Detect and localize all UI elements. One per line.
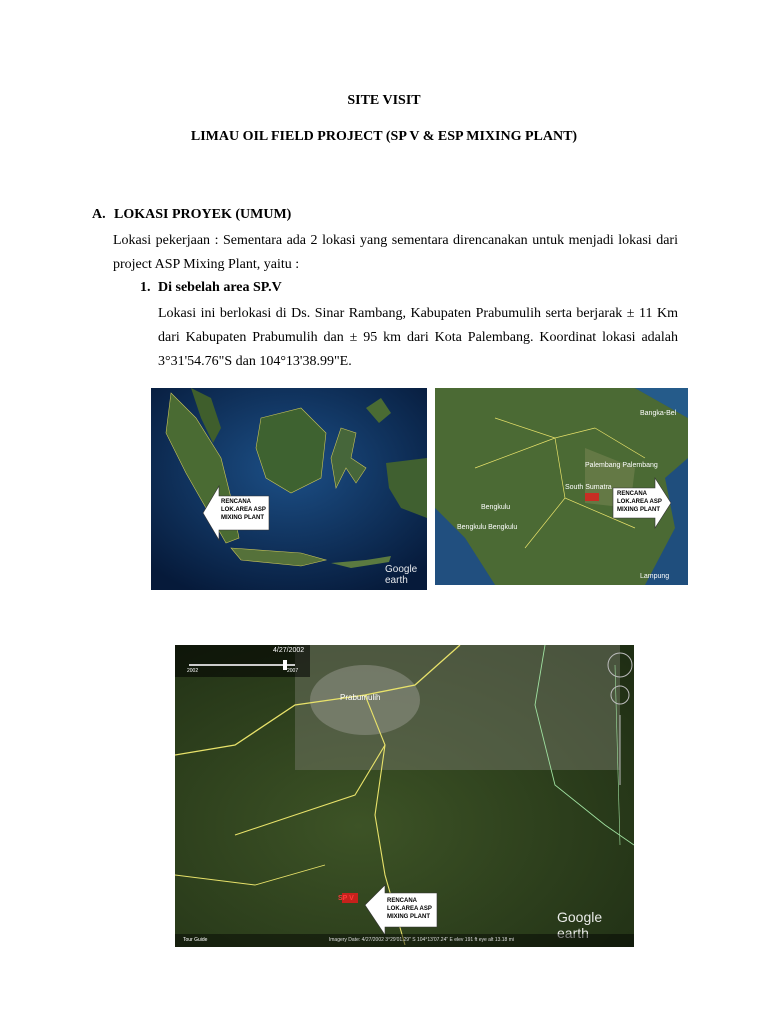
callout-text-2: RENCANA LOK.AREA ASP MIXING PLANT (617, 491, 662, 513)
item-1-description (158, 302, 678, 374)
time-slider-start: 2002 (187, 668, 199, 674)
section-a-title: LOKASI PROYEK (UMUM) (114, 207, 292, 222)
label-sp-v: SP V (338, 895, 354, 902)
item-1-line-1: Lokasi ini berlokasi di Ds. Sinar Rambang, Kabupaten Prabumulih serta berjarak ± 11 Km (158, 306, 678, 321)
time-slider-date: 4/27/2002 (273, 647, 305, 654)
item-1-heading (140, 280, 282, 296)
map-south-sumatra (435, 388, 688, 585)
label-bangka: Bangka-Bel (640, 410, 677, 417)
intro-line-2: project ASP Mixing Plant, yaitu : (113, 257, 300, 272)
document-title: SITE VISIT (347, 93, 421, 108)
map-status-bar (175, 934, 634, 947)
item-1-number: 1. (140, 280, 151, 295)
callout-arrow-2 (435, 388, 688, 585)
label-bengkulu: Bengkulu (481, 504, 511, 511)
label-prabumulih: Prabumulih (340, 693, 381, 702)
map-indonesia-overview (151, 388, 427, 590)
imagery-status: Imagery Date: 4/27/2002 3°29'01.29" S 104°13'07.24" E elev 191 ft eye alt 13.18 mi (328, 937, 514, 943)
section-a-heading (92, 207, 291, 223)
callout-arrow-1 (151, 388, 427, 590)
label-lampung: Lampung (640, 573, 670, 580)
label-south-sumatra: South Sumatra (565, 484, 612, 491)
google-earth-watermark-3: Google earth (557, 909, 603, 941)
section-a-letter: A. (92, 207, 106, 222)
intro-line-1: Lokasi pekerjaan : Sementara ada 2 lokasi yang sementara direncanakan untuk menjadi lokasi dari (113, 233, 678, 248)
callout-text-3: RENCANA LOK.AREA ASP MIXING PLANT (387, 898, 432, 920)
item-1-title: Di sebelah area SP.V (158, 280, 282, 295)
map-prabumulih-detail (175, 645, 634, 947)
tour-guide-label: Tour Guide (183, 937, 208, 943)
google-earth-watermark-1: Google earth (385, 564, 418, 586)
label-bengkulu-2: Bengkulu Bengkulu (457, 524, 518, 531)
time-slider-end: 2007 (287, 668, 299, 674)
section-a-intro (113, 229, 678, 277)
callout-text-1: RENCANA LOK.AREA ASP MIXING PLANT (221, 499, 266, 521)
label-palembang: Palembang Palembang (585, 462, 658, 469)
item-1-line-3: 3°31'54.76"S dan 104°13'38.99"E. (158, 354, 352, 369)
item-1-line-2: dari Kabupaten Prabumulih dan ± 95 km dari Kota Palembang. Koordinat lokasi adalah (158, 330, 678, 345)
document-subtitle: LIMAU OIL FIELD PROJECT (SP V & ESP MIXING PLANT) (190, 129, 578, 144)
